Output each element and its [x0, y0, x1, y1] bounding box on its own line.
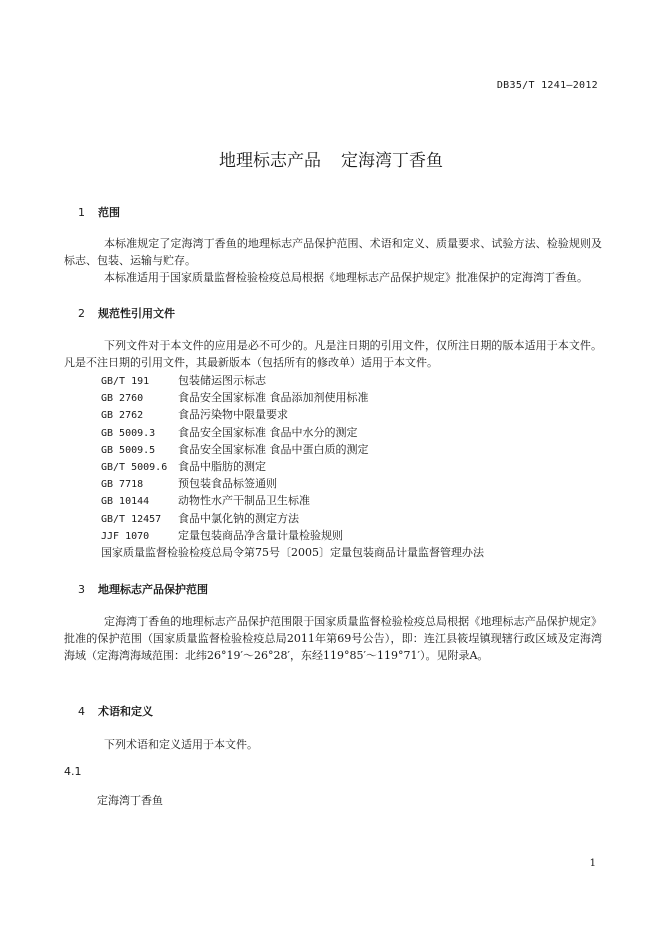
reference-code: GB 2762	[101, 410, 144, 421]
section-2-paragraph-1: 下列文件对于本文件的应用是必不可少的。凡是注日期的引用文件，仅所注日期的版本适用于本文件。凡是不注日期的引用文件，其最新版本（包括所有的修改单）适用于本文件。	[64, 339, 602, 369]
section-3-paragraph-1: 定海湾丁香鱼的地理标志产品保护范围限于国家质量监督检验检疫总局根据《地理标志产品保护规定》批准的保护范围（国家质量监督检验检疫总局2011年第69号公告），即：连江县筱埕镇现辖行政区域及定海湾海域（定海湾海域范围：北纬26°19′～26°28′，东经119°85′～119°71′）。见附录A。	[64, 615, 602, 662]
reference-name: 包装储运图示标志	[178, 374, 266, 387]
reference-item	[101, 407, 288, 423]
reference-item	[101, 476, 277, 492]
reference-item	[101, 528, 343, 544]
section-3-heading	[78, 581, 208, 597]
term-title: 定海湾丁香鱼	[97, 794, 163, 807]
section-number: 3	[78, 583, 85, 596]
section-1-heading	[78, 204, 120, 220]
section-1-paragraph-2: 本标准适用于国家质量监督检验检疫总局根据《地理标志产品保护规定》批准保护的定海湾丁香鱼。	[104, 271, 588, 284]
reference-item	[101, 511, 299, 527]
reference-name: 动物性水产干制品卫生标准	[178, 494, 310, 507]
reference-name: 食品中氯化钠的测定方法	[178, 512, 299, 525]
section-title: 地理标志产品保护范围	[98, 583, 208, 596]
document-title	[0, 146, 662, 171]
section-title: 范围	[98, 206, 120, 219]
reference-code: JJF 1070	[101, 531, 150, 542]
reference-item	[101, 442, 369, 458]
reference-name: 食品安全国家标准 食品中水分的测定	[178, 426, 358, 439]
section-number: 2	[78, 307, 85, 320]
section-1-paragraph-1: 本标准规定了定海湾丁香鱼的地理标志产品保护范围、术语和定义、质量要求、试验方法、检验规则及标志、包装、运输与贮存。	[64, 237, 602, 267]
subsection-number: 4.1	[64, 765, 82, 778]
reference-code: GB 5009.3	[101, 428, 156, 439]
reference-item	[101, 459, 266, 475]
section-4-heading	[78, 703, 153, 719]
reference-name: 食品中脂肪的测定	[178, 460, 266, 473]
reference-item	[101, 425, 358, 441]
standard-number: DB35/T 1241—2012	[496, 80, 598, 91]
reference-code: GB/T 5009.6	[101, 462, 168, 473]
section-title: 术语和定义	[98, 705, 153, 718]
section-2-heading	[78, 305, 175, 321]
reference-name: 定量包装商品净含量计量检验规则	[178, 529, 343, 542]
reference-code: GB 2760	[101, 393, 144, 404]
section-number: 4	[78, 705, 85, 718]
reference-code: GB 10144	[101, 496, 150, 507]
reference-name: 食品安全国家标准 食品添加剂使用标准	[178, 391, 369, 404]
reference-name: 食品污染物中限量要求	[178, 408, 288, 421]
reference-name: 食品安全国家标准 食品中蛋白质的测定	[178, 443, 369, 456]
reference-name: 预包装食品标签通则	[178, 477, 277, 490]
reference-code: GB/T 191	[101, 376, 150, 387]
section-4-paragraph-1: 下列术语和定义适用于本文件。	[104, 738, 258, 751]
reference-item	[101, 373, 266, 389]
reference-item	[101, 493, 310, 509]
title-part-1: 地理标志产品	[219, 151, 321, 171]
reference-code: GB 7718	[101, 479, 144, 490]
section-number: 1	[78, 206, 85, 219]
section-title: 规范性引用文件	[98, 307, 175, 320]
page-number: 1	[589, 858, 596, 869]
reference-item	[101, 390, 369, 406]
reference-code: GB/T 12457	[101, 514, 162, 525]
reference-code: GB 5009.5	[101, 445, 156, 456]
reference-decree: 国家质量监督检验检疫总局令第75号〔2005〕定量包装商品计量监督管理办法	[101, 546, 484, 559]
title-part-2: 定海湾丁香鱼	[341, 151, 443, 171]
